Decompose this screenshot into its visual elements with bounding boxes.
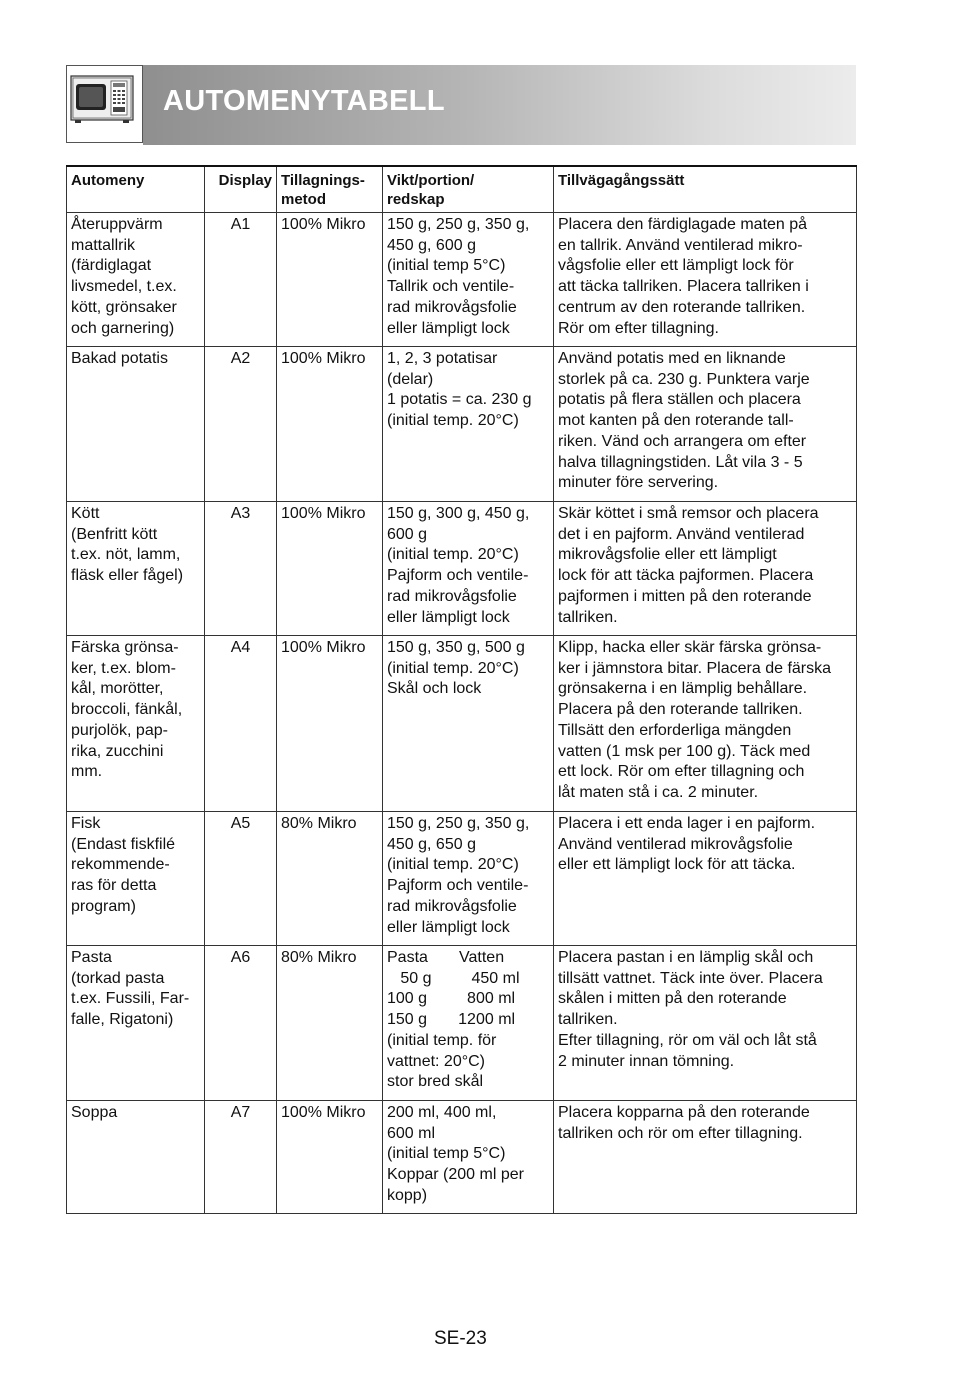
- column-header-vikt: Vikt/portion/ redskap: [383, 166, 554, 213]
- cell-tillvagagangssatt: Placera pastan i en lämplig skål och tillsätt vattnet. Täck inte över. Placera skålen i mitten på den roterande tallriken. Efter tillagning, rör om väl och låt stå 2 minuter innan tömning.: [554, 946, 857, 1101]
- table-row: [67, 1101, 857, 1214]
- cell-tillvagagangssatt: Placera kopparna på den roterande tallriken och rör om efter tillagning.: [554, 1101, 857, 1214]
- cell-display: A5: [205, 812, 277, 946]
- table-row: [67, 946, 857, 1101]
- cell-automeny: Soppa: [67, 1101, 205, 1214]
- cell-metod: 100% Mikro: [277, 502, 383, 636]
- table-row: [67, 502, 857, 636]
- microwave-icon: [66, 65, 143, 143]
- cell-automeny: Fisk (Endast fiskfilé rekommende- ras för detta program): [67, 812, 205, 946]
- column-header-tillvagagangssatt: Tillvägagångssätt: [554, 166, 857, 213]
- cell-vikt: 1, 2, 3 potatisar (delar) 1 potatis = ca. 230 g (initial temp. 20°C): [383, 347, 554, 502]
- cell-display: A1: [205, 213, 277, 347]
- table-row: [67, 636, 857, 812]
- cell-display: A7: [205, 1101, 277, 1214]
- automenu-table: [66, 165, 857, 1214]
- cell-metod: 80% Mikro: [277, 812, 383, 946]
- cell-vikt: 150 g, 350 g, 500 g (initial temp. 20°C) Skål och lock: [383, 636, 554, 812]
- cell-automeny: Bakad potatis: [67, 347, 205, 502]
- cell-automeny: Återuppvärm mattallrik (färdiglagat livsmedel, t.ex. kött, grönsaker och garnering): [67, 213, 205, 347]
- cell-metod: 100% Mikro: [277, 213, 383, 347]
- cell-automeny: Pasta (torkad pasta t.ex. Fussili, Far- falle, Rigatoni): [67, 946, 205, 1101]
- page-title: AUTOMENYTABELL: [163, 85, 445, 117]
- cell-display: A2: [205, 347, 277, 502]
- table-row: [67, 347, 857, 502]
- cell-tillvagagangssatt: Skär köttet i små remsor och placera det i en pajform. Använd ventilerad mikrovågsfolie eller ett lämpligt lock för att täcka pajformen. Placera pajformen i mitten på den roterande tallriken.: [554, 502, 857, 636]
- cell-display: A6: [205, 946, 277, 1101]
- table-row: [67, 213, 857, 347]
- cell-automeny: Färska grönsa- ker, t.ex. blom- kål, morötter, broccoli, fänkål, purjolök, pap- rika, zucchini mm.: [67, 636, 205, 812]
- cell-metod: 100% Mikro: [277, 636, 383, 812]
- column-header-automeny: Automeny: [67, 166, 205, 213]
- cell-vikt: 150 g, 250 g, 350 g, 450 g, 650 g (initial temp. 20°C) Pajform och ventile- rad mikrovågsfolie eller lämpligt lock: [383, 812, 554, 946]
- cell-tillvagagangssatt: Placera i ett enda lager i en pajform. Använd ventilerad mikrovågsfolie eller ett lämpligt lock för att täcka.: [554, 812, 857, 946]
- title-bar: [143, 65, 856, 145]
- cell-vikt: Pasta Vatten 50 g 450 ml 100 g 800 ml 150 g 1200 ml (initial temp. för vattnet: 20°C) stor bred skål: [383, 946, 554, 1101]
- cell-vikt: 200 ml, 400 ml, 600 ml (initial temp 5°C) Koppar (200 ml per kopp): [383, 1101, 554, 1214]
- cell-tillvagagangssatt: Använd potatis med en liknande storlek på ca. 230 g. Punktera varje potatis på flera ställen och placera mot kanten på den roterande tall- riken. Vänd och arrangera om efter halva tillagningstiden. Låt vila 3 - 5 minuter före servering.: [554, 347, 857, 502]
- cell-display: A3: [205, 502, 277, 636]
- page-header: [66, 65, 856, 145]
- column-header-metod: Tillagnings- metod: [277, 166, 383, 213]
- cell-metod: 100% Mikro: [277, 347, 383, 502]
- cell-vikt: 150 g, 300 g, 450 g, 600 g (initial temp. 20°C) Pajform och ventile- rad mikrovågsfolie eller lämpligt lock: [383, 502, 554, 636]
- cell-tillvagagangssatt: Klipp, hacka eller skär färska grönsa- ker i jämnstora bitar. Placera de färska grönsakerna i en lämplig behållare. Placera på den roterande tallriken. Tillsätt den erforderliga mängden vatten (1 msk per 100 g). Täck med ett lock. Rör om efter tillagning och låt maten stå i ca. 2 minuter.: [554, 636, 857, 812]
- table-row: [67, 812, 857, 946]
- cell-tillvagagangssatt: Placera den färdiglagade maten på en tallrik. Använd ventilerad mikro- vågsfolie eller ett lämpligt lock för att täcka tallriken. Placera tallriken i centrum av den roterande tallriken. Rör om efter tillagning.: [554, 213, 857, 347]
- cell-vikt: 150 g, 250 g, 350 g, 450 g, 600 g (initial temp 5°C) Tallrik och ventile- rad mikrovågsfolie eller lämpligt lock: [383, 213, 554, 347]
- page-number: SE-23: [434, 1328, 487, 1349]
- cell-automeny: Kött (Benfritt kött t.ex. nöt, lamm, fläsk eller fågel): [67, 502, 205, 636]
- cell-metod: 100% Mikro: [277, 1101, 383, 1214]
- cell-display: A4: [205, 636, 277, 812]
- column-header-display: Display: [205, 166, 277, 213]
- cell-metod: 80% Mikro: [277, 946, 383, 1101]
- table-header-row: [67, 166, 857, 213]
